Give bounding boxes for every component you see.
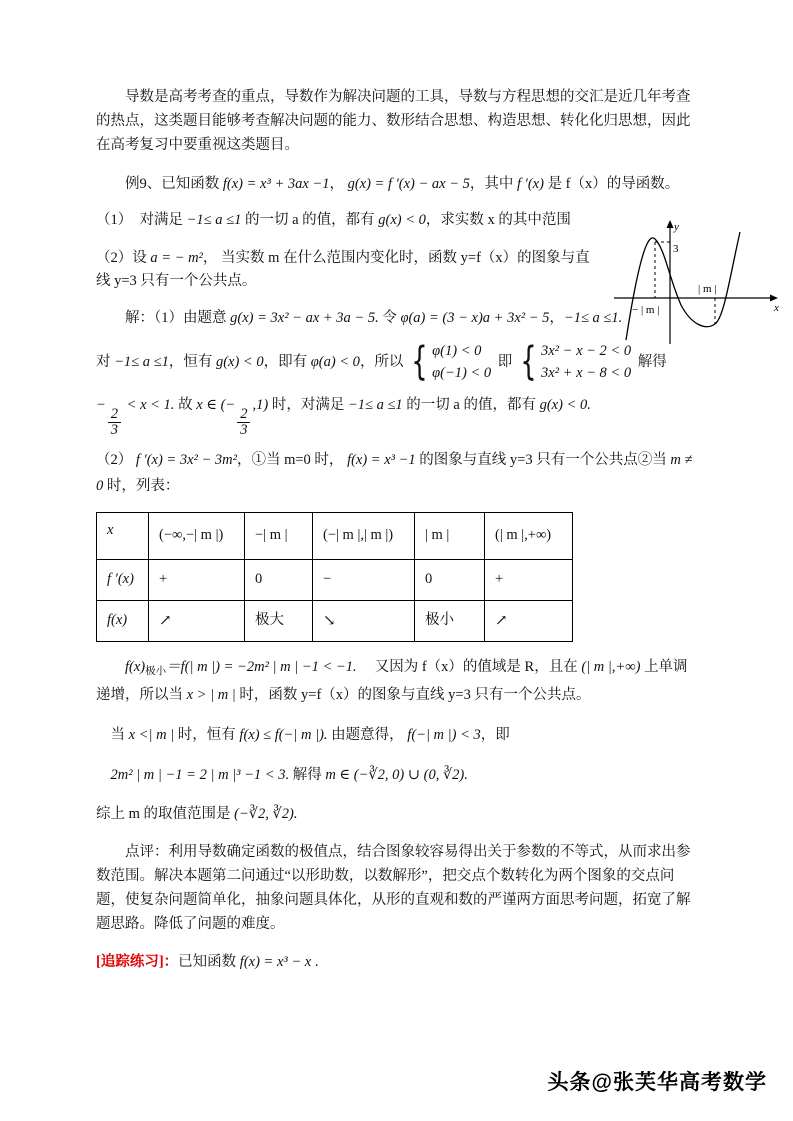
solution-part2-condition: 当 x <| m | 时，恒有 f(x) ≤ f(−| m |). 由题意得， f(−| m |) < 3，即 xyxy=(110,726,510,743)
practice-label: [追踪练习]： xyxy=(96,953,179,970)
table-cell: 0 xyxy=(245,560,313,601)
table-cell: + xyxy=(485,560,573,601)
table-row xyxy=(97,560,573,601)
solution-part1-line1: 解：（1）由题意 g(x) = 3x² − ax + 3a − 5. 令 φ(a) = (3 − x)a + 3x² − 5，−1≤ a ≤1. xyxy=(125,310,623,327)
example9-statement: 例9、已知函数 f(x) = x³ + 3ax −1， g(x) = f ′(x) − ax − 5，其中 f ′(x) 是 f（x）的导函数。 xyxy=(125,175,680,192)
question-1: （1） 对满足 −1≤ a ≤1 的一切 a 的值，都有 g(x) < 0，求实数 x 的其中范围 xyxy=(96,211,571,228)
solution-part2-line1: （2） f ′(x) = 3x² − 3m²，①当 m=0 时， f(x) = x³ −1 的图象与直线 y=3 只有一个公共点②当 m ≠ 0 时，列表： xyxy=(96,452,693,495)
table-cell: 极小 xyxy=(415,601,485,642)
solution-part1-result: − $\frac{2}{3}$ < x < 1. 故 x ∈ (− $\frac{2}{3}$ ,1) 时，对满足 −1≤ a ≤1 的一切 a 的值，都有 g(x) < 0. xyxy=(96,396,591,438)
table-cell: + xyxy=(149,560,245,601)
table-cell: 极大 xyxy=(245,601,313,642)
table-cell: ↗ xyxy=(149,601,245,642)
figure-label-pos-m: | m | xyxy=(698,283,717,295)
table-row xyxy=(97,513,573,560)
figure-label-3: 3 xyxy=(673,243,679,255)
monotonicity-table xyxy=(96,512,573,642)
table-row xyxy=(97,601,573,642)
solution-part1-inequality-system: 对 −1≤ a ≤1，恒有 g(x) < 0，即有 φ(a) < 0，所以 { φ(1) < 0 φ(−1) < 0 即 { 3x² − x − 2 < 0 3x² + x − 8 < 0 解得 xyxy=(96,339,667,386)
comment-paragraph: 点评：利用导数确定函数的极值点，结合图象较容易得出关于参数的不等式，从而求出参数范围。解决本题第二问通过“以形助数，以数解形”，把交点个数转化为两个图象的交点问题，使复杂问题简单化，抽象问题具体化，从形的直观和数的严谨两方面思考问题，拓宽了解题思路。降低了问题的难度。 xyxy=(96,844,691,932)
function-graph-figure xyxy=(608,216,784,352)
solution-part2-inequality: 2m² | m | −1 = 2 | m |³ −1 < 3. 解得 m ∈ (−∛2, 0) ∪ (0, ∛2). xyxy=(110,766,468,783)
practice-paragraph xyxy=(96,951,702,975)
table-cell: ↘ xyxy=(313,601,415,642)
table-cell: (−| m |,| m |) xyxy=(313,513,415,560)
table-cell: −| m | xyxy=(245,513,313,560)
table-cell: f ′(x) xyxy=(97,560,149,601)
table-cell: ↗ xyxy=(485,601,573,642)
figure-y-axis-label: y xyxy=(674,221,679,233)
practice-text: 已知函数 f(x) = x³ − x . xyxy=(178,953,319,970)
table-cell: | m | xyxy=(415,513,485,560)
table-cell: (| m |,+∞) xyxy=(485,513,573,560)
solution-part2-min-analysis: $f(x)_{极小}=f(|$ m |) = −2m² | m | −1 < −1. 又因为 f（x）的值域是 R，且在 (| m |,+∞) 上单调递增，所以当 x > | m | 时，函数 y=f（x）的图象与直线 y=3 只有一个公共点。 xyxy=(96,659,688,704)
table-cell: (−∞,−| m |) xyxy=(149,513,245,560)
figure-x-axis-label: x xyxy=(774,302,779,314)
table-cell: − xyxy=(313,560,415,601)
table-cell: x xyxy=(97,513,149,560)
question-2: （2）设 a = − m²， 当实数 m 在什么范围内变化时，函数 y=f（x）的图象与直线 y=3 只有一个公共点。 xyxy=(96,249,590,290)
solution-conclusion: 综上 m 的取值范围是 (−∛2, ∛2). xyxy=(96,805,298,822)
figure-label-neg-m: − | m | xyxy=(632,304,660,316)
cubic-graph xyxy=(608,216,784,352)
watermark-text: 头条@张芙华高考数学 xyxy=(547,1071,767,1094)
table-cell: 0 xyxy=(415,560,485,601)
table-cell: f(x) xyxy=(97,601,149,642)
intro-paragraph: 导数是高考考查的重点，导数作为解决问题的工具，导数与方程思想的交汇是近几年考查的热点，这类题目能够考查解决问题的能力、数形结合思想、构造思想、转化化归思想，因此在高考复习中要重视这类题目。 xyxy=(96,89,691,153)
